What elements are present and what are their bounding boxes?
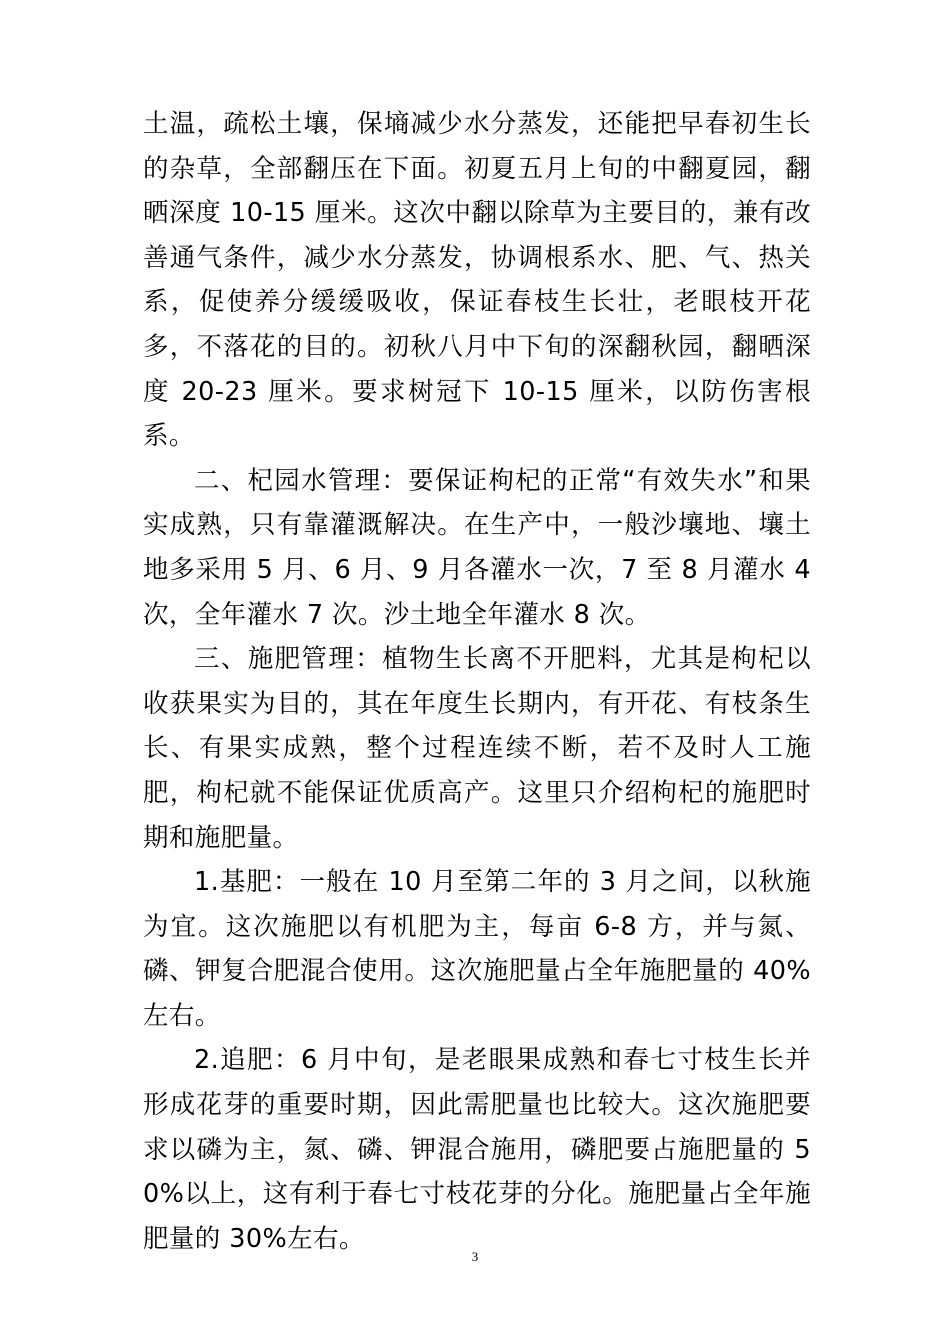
document-body (143, 102, 811, 1261)
paragraph-base-fertilizer: 1.基肥：一般在 10 月至第二年的 3 月之间，以秋施为宜。这次施肥以有机肥为主，每亩 6-8 方，并与氮、磷、钾复合肥混合使用。这次施肥量占全年施肥量的 40%左右。 (143, 867, 811, 1031)
paragraph-top-dressing: 2.追肥：6 月中旬，是老眼果成熟和春七寸枝生长并形成花芽的重要时期，因此需肥量也比较大。这次施肥要求以磷为主，氮、磷、钾混合施用，磷肥要占施肥量的 50%以上，这有利于春七寸枝花芽的分化。施肥量占全年施肥量的 30%左右。 (143, 1045, 811, 1254)
paragraph-water-management: 二、杞园水管理：要保证枸杞的正常“有效失水”和果实成熟，只有靠灌溉解决。在生产中，一般沙壤地、壤土地多采用 5 月、6 月、9 月各灌水一次，7 至 8 月灌水 4 次，全年灌水 7 次。沙土地全年灌水 8 次。 (143, 465, 811, 630)
page-number: 3 (471, 1249, 479, 1264)
paragraph-fertilizer-management: 三、施肥管理：植物生长离不开肥料，尤其是枸杞以收获果实为目的，其在年度生长期内，有开花、有枝条生长、有果实成熟，整个过程连续不断，若不及时人工施肥，枸杞就不能保证优质高产。这里只介绍枸杞的施肥时期和施肥量。 (143, 644, 811, 853)
paragraph-soil-tillage: 土温，疏松土壤，保墒减少水分蒸发，还能把早春初生长的杂草，全部翻压在下面。初夏五月上旬的中翻夏园，翻晒深度 10-15 厘米。这次中翻以除草为主要目的，兼有改善通气条件，减少水分蒸发，协调根系水、肥、气、热关系，促使养分缓缓吸收，保证春枝生长壮，老眼枝开花多，不落花的目的。初秋八月中下旬的深翻秋园，翻晒深度 20-23 厘米。要求树冠下 10-15 厘米，以防伤害根系。 (143, 109, 811, 452)
